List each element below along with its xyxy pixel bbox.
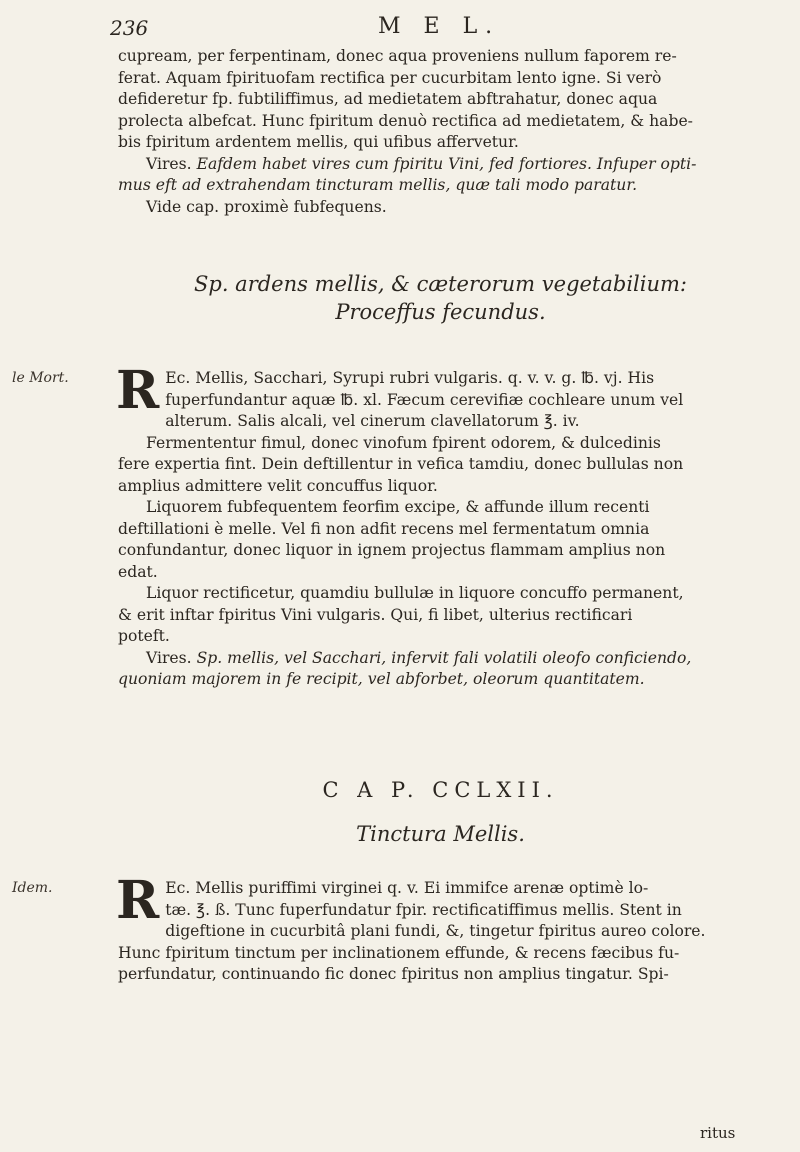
text-line: perfundatur, continuando fic donec fpiritus non amplius tingatur. Spi- (118, 965, 669, 983)
text-line: amplius admittere velit concuffus liquor. (118, 476, 438, 495)
chapter-body (116, 870, 763, 986)
text-line: edat. (118, 562, 158, 581)
text-line: poteft. (118, 627, 170, 645)
drop-cap: R (116, 870, 160, 931)
text-line: Ec. Mellis, Sacchari, Syrupi rubri vulgaris. q. v. v. g. ℔. vj. His (165, 369, 655, 387)
running-head (0, 6, 800, 46)
vires-label: Vires. (146, 648, 192, 667)
chapter-subtitle: Tinctura Mellis. (356, 821, 525, 846)
section-heading (118, 270, 763, 326)
text-line: digeftione in cucurbitâ plani fundi, &, tingetur fpiritus aureo colore. (165, 922, 706, 940)
text-line: confundantur, donec liquor in ignem projectus flammam amplius non (118, 541, 666, 559)
margin-note: le Mort. (12, 370, 69, 386)
vires-text: Sp. mellis, vel Sacchari, infervit fali volatili oleofo conficiendo, (196, 648, 692, 667)
section-title: Sp. ardens mellis, & cæterorum vegetabilium: (194, 272, 687, 296)
text-line: Fermententur fimul, donec vinofum fpirent odorem, & dulcedinis (146, 433, 661, 452)
chapter-title: C A P. CCLXII. (322, 778, 559, 802)
vires-line (118, 154, 763, 176)
running-head-word: M E L. (378, 14, 501, 39)
text-line: deftillationi è melle. Vel fi non adfit recens mel fermentatum omnia (118, 519, 650, 538)
catchword: ritus (700, 1124, 736, 1142)
text-line: & erit inftar fpiritus Vini vulgaris. Qui, fi libet, ulterius rectificari (118, 605, 633, 624)
text-line: Liquorem fubfequentem feorfim excipe, & affunde illum recenti (146, 498, 650, 516)
text-line: Hunc fpiritum tinctum per inclinationem effunde, & recens fæcibus fu- (118, 943, 680, 962)
vires-line (118, 648, 763, 670)
text-line: Ec. Mellis puriffimi virginei q. v. Ei immifce arenæ optimè lo- (165, 879, 649, 897)
text-line: ferat. Aquam fpirituofam rectifica per cucurbitam lento igne. Si verò (118, 68, 662, 87)
cross-reference: Vide cap. proximè fubfequens. (146, 197, 387, 216)
text-line: tæ. ℥. ß. Tunc fuperfundatur fpir. rectificatiffimus mellis. Stent in (165, 900, 682, 919)
section-subtitle: Proceffus fecundus. (335, 300, 546, 324)
section-body (116, 360, 763, 691)
text-line: prolecta albefcat. Hunc fpiritum denuò rectifica ad medietatem, & habe- (118, 111, 693, 130)
vires-text: mus eft ad extrahendam tincturam mellis, quæ tali modo paratur. (118, 176, 638, 194)
text-line: alterum. Salis alcali, vel cinerum clavellatorum ℥. iv. (165, 412, 580, 430)
page-number: 236 (110, 16, 149, 40)
vires-label: Vires. (146, 154, 192, 173)
text-line: fere expertia fint. Dein deftillentur in vefica tamdiu, donec bullulas non (118, 455, 684, 473)
vires-text: quoniam majorem in fe recipit, vel abforbet, oleorum quantitatem. (118, 670, 645, 688)
text-line: defideretur fp. fubtiliffimus, ad medietatem abftrahatur, donec aqua (118, 90, 658, 108)
text-line: Liquor rectificetur, quamdiu bullulæ in liquore concuffo permanent, (146, 584, 684, 602)
text-line: bis fpiritum ardentem mellis, qui ufibus affervetur. (118, 133, 519, 151)
opening-paragraph (118, 46, 763, 218)
margin-note: Idem. (12, 880, 53, 896)
vires-text: Eafdem habet vires cum fpiritu Vini, fed fortiores. Infuper opti- (196, 154, 697, 173)
chapter-heading (118, 780, 763, 848)
text-line: fuperfundantur aquæ ℔. xl. Fæcum cerevifiæ cochleare unum vel (165, 390, 684, 409)
drop-cap: R (116, 360, 160, 421)
text-line: cupream, per ferpentinam, donec aqua proveniens nullum faporem re- (118, 47, 677, 65)
